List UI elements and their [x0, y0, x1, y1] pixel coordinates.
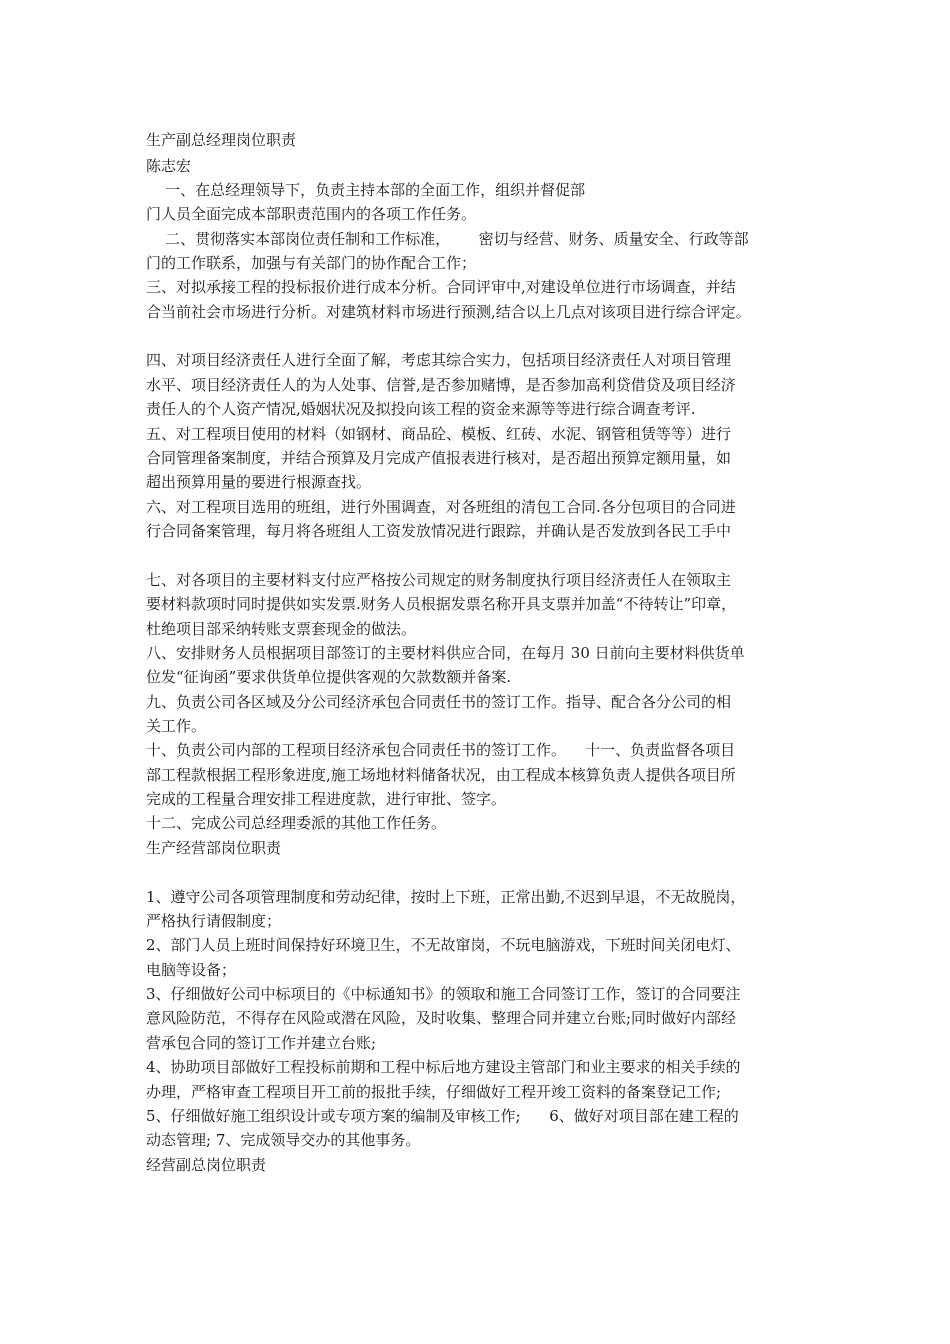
- text-line: 一、在总经理领导下，负责主持本部的全面工作，组织并督促部: [146, 181, 586, 199]
- text-line: 水平、项目经济责任人的为人处事、信誉,是否参加赌博，是否参加高利贷借贷及项目经济: [146, 376, 736, 394]
- text-line: 超出预算用量的要进行根源查找。: [146, 473, 372, 491]
- text-line: 行合同备案管理，每月将各班组人工资发放情况进行跟踪，并确认是否发放到各民工手中: [146, 522, 732, 540]
- text-line: 办理，严格审查工程项目开工前的报批手续，仔细做好工程开竣工资料的备案登记工作;: [146, 1083, 722, 1101]
- text-line: 八、安排财务人员根据项目部签订的主要材料供应合同，在每月 30 日前向主要材料供货单: [146, 644, 745, 662]
- text-line: 5、仔细做好施工组织设计或专项方案的编制及审核工作; 6、做好对项目部在建工程的: [146, 1107, 739, 1125]
- text-line: 三、对拟承接工程的投标报价进行成本分析。合同评审中,对建设单位进行市场调查，并结: [146, 278, 736, 296]
- text-line: 严格执行请假制度；: [146, 912, 282, 930]
- text-line: 九、负责公司各区域及分公司经济承包合同责任书的签订工作。指导、配合各分公司的相: [146, 693, 732, 711]
- text-line: 关工作。: [146, 717, 207, 735]
- text-line: 1、遵守公司各项管理制度和劳动纪律，按时上下班，正常出勤,不迟到早退，不无故脱岗，: [146, 888, 746, 906]
- text-line: 部工程款根据工程形象进度,施工场地材料储备状况，由工程成本核算负责人提供各项目所: [146, 766, 736, 784]
- text-line: 2、部门人员上班时间保持好环境卫生，不无故窜岗，不玩电脑游戏，下班时间关闭电灯、: [146, 936, 741, 954]
- text-line: 完成的工程量合理安排工程进度款，进行审批、签字。: [146, 790, 507, 808]
- text-line: 位发“征询函”要求供货单位提供客观的欠款数额并备案.: [146, 668, 512, 686]
- text-line: 门人员全面完成本部职责范围内的各项工作任务。: [146, 205, 477, 223]
- text-line: 门的工作联系，加强与有关部门的协作配合工作；: [146, 254, 477, 272]
- text-line: 杜绝项目部采纳转账支票套现金的做法。: [146, 620, 417, 638]
- section-heading: 生产经营部岗位职责: [146, 839, 282, 857]
- text-line: 3、仔细做好公司中标项目的《中标通知书》的领取和施工合同签订工作，签订的合同要注: [146, 985, 741, 1003]
- text-line: 六、对工程项目选用的班组，进行外围调查，对各班组的清包工合同.各分包项目的合同进: [146, 498, 736, 516]
- text-line: 动态管理; 7、完成领导交办的其他事务。: [146, 1131, 421, 1149]
- text-line: 十二、完成公司总经理委派的其他工作任务。: [146, 814, 447, 832]
- text-line: 十、负责公司内部的工程项目经济承包合同责任书的签订工作。 十一、负责监督各项目: [146, 741, 736, 759]
- text-line: 五、对工程项目使用的材料（如钢材、商品砼、模板、红砖、水泥、钢管租赁等等）进行: [146, 425, 732, 443]
- text-line: 要材料款项时同时提供如实发票.财务人员根据发票名称开具支票并加盖“不待转让”印章，: [146, 595, 737, 613]
- section-heading: 经营副总岗位职责: [146, 1156, 267, 1174]
- text-line: 四、对项目经济责任人进行全面了解，考虑其综合实力，包括项目经济责任人对项目管理: [146, 351, 732, 369]
- text-line: 4、协助项目部做好工程投标前期和工程中标后地方建设主管部门和业主要求的相关手续的: [146, 1058, 741, 1076]
- text-line: 电脑等设备；: [146, 961, 237, 979]
- doc-heading: 生产副总经理岗位职责: [146, 131, 297, 149]
- text-line: 意风险防范，不得存在风险或潜在风险，及时收集、整理合同并建立台账;同时做好内部经: [146, 1009, 737, 1027]
- text-line: 二、贯彻落实本部岗位责任制和工作标准， 密切与经营、财务、质量安全、行政等部: [146, 230, 749, 248]
- text-line: 合当前社会市场进行分析。对建筑材料市场进行预测,结合以上几点对该项目进行综合评定。: [146, 303, 751, 321]
- text-line: 合同管理备案制度，并结合预算及月完成产值报表进行核对，是否超出预算定额用量，如: [146, 449, 732, 467]
- text-line: 七、对各项目的主要材料支付应严格按公司规定的财务制度执行项目经济责任人在领取主: [146, 571, 732, 589]
- author-name: 陈志宏: [146, 157, 192, 175]
- text-line: 营承包合同的签订工作并建立台账;: [146, 1034, 377, 1052]
- text-line: 责任人的个人资产情况,婚姻状况及拟投向该工程的资金来源等等进行综合调查考评.: [146, 400, 696, 418]
